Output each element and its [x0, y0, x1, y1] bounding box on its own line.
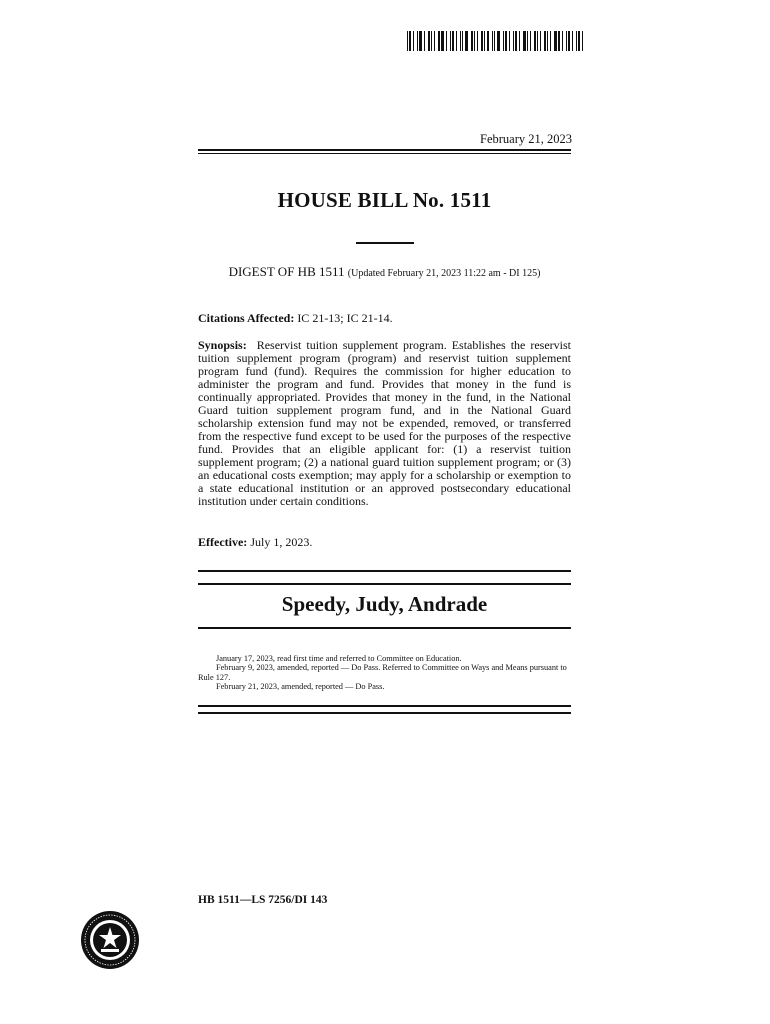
history-entry: January 17, 2023, read first time and referred to Committee on Education. — [216, 654, 462, 663]
effective-date — [198, 536, 571, 549]
barcode-bar — [497, 31, 500, 51]
barcode-bar — [441, 31, 444, 51]
barcode-bar — [509, 31, 510, 51]
authors-rule-top-2 — [198, 583, 571, 585]
barcode-bar — [547, 31, 548, 51]
barcode-bar — [515, 31, 517, 51]
barcode-bar — [460, 31, 461, 51]
bill-title: HOUSE BILL No. 1511 — [277, 188, 492, 212]
barcode-bar — [487, 31, 489, 51]
barcode-bar — [465, 31, 468, 51]
barcode-bar — [503, 31, 504, 51]
citations-text: IC 21-13; IC 21-14. — [297, 311, 393, 325]
barcode-bar — [558, 31, 560, 51]
barcode-bar — [554, 31, 557, 51]
barcode-bar — [471, 31, 473, 51]
header-rule-thin — [198, 153, 571, 154]
barcode-bar — [576, 31, 577, 51]
authors-rule-bottom — [198, 627, 571, 629]
barcode-bar — [540, 31, 541, 51]
barcode-bar — [505, 31, 507, 51]
bill-authors: Speedy, Judy, Andrade — [281, 592, 488, 616]
barcode-bar — [544, 31, 546, 51]
barcode-bar — [582, 31, 583, 51]
barcode-bar — [519, 31, 520, 51]
effective-text: July 1, 2023. — [250, 535, 313, 549]
barcode-bar — [513, 31, 514, 51]
synopsis — [198, 339, 571, 508]
footer-bill-id: HB 1511—LS 7256/DI 143 — [198, 894, 328, 906]
barcode-bar — [431, 31, 432, 51]
barcode-bar — [419, 31, 422, 51]
digest-main: DIGEST OF HB 1511 — [228, 264, 345, 279]
barcode-bar — [534, 31, 536, 51]
barcode-bar — [566, 31, 567, 51]
barcode-bar — [550, 31, 551, 51]
barcode-bar — [434, 31, 435, 51]
barcode-bar — [428, 31, 430, 51]
barcode-bar — [417, 31, 418, 51]
barcode-bar — [438, 31, 440, 51]
barcode-bar — [452, 31, 454, 51]
barcode-bar — [527, 31, 528, 51]
state-seal-icon — [80, 910, 140, 970]
authors-rule-top-1 — [198, 570, 571, 572]
barcode — [407, 31, 588, 51]
barcode-bar — [530, 31, 531, 51]
barcode-bar — [474, 31, 475, 51]
effective-label: Effective: — [198, 535, 248, 549]
title-divider — [356, 242, 414, 244]
barcode-bar — [562, 31, 563, 51]
barcode-bar — [407, 31, 408, 51]
citations-affected — [198, 312, 571, 325]
synopsis-text: Reservist tuition supplement program. Establishes the reservist tuition supplement program (program) and reservist tuition supplement program fund (fund). Requires the commission for higher education to administer the program and fund. Provides that money in the fund is continually appropriated. Provides that money in the fund, in the National Guard tuition supplement program fund, and in the National Guard scholarship extension fund may not be expended, removed, or transferred from the respective fund except to be used for the purposes of the respective fund. Provides that an eligible applicant for: (1) a reservist tuition supplement program; (2) a national guard tuition supplement program; or (3) an educational costs exemption; may apply for a scholarship or exemption to a state educational institution or an approved postsecondary educational institution under certain conditions. — [198, 338, 572, 508]
barcode-bar — [523, 31, 526, 51]
barcode-bar — [492, 31, 493, 51]
barcode-bar — [481, 31, 483, 51]
barcode-bar — [424, 31, 425, 51]
barcode-bar — [477, 31, 478, 51]
barcode-bar — [462, 31, 463, 51]
history-rule-1 — [198, 705, 571, 707]
barcode-bar — [413, 31, 414, 51]
barcode-bar — [446, 31, 447, 51]
barcode-bar — [568, 31, 570, 51]
barcode-bar — [456, 31, 457, 51]
barcode-bar — [409, 31, 411, 51]
synopsis-label: Synopsis: — [198, 338, 247, 352]
barcode-bar — [494, 31, 495, 51]
history-rule-2 — [198, 712, 571, 714]
barcode-bar — [578, 31, 580, 51]
history-entry: February 9, 2023, amended, reported — Do Pass. Referred to Committee on Ways and Means pursuant to Rule 127. — [198, 663, 567, 682]
digest-heading — [198, 264, 571, 280]
barcode-bar — [484, 31, 485, 51]
header-rule-thick — [198, 149, 571, 151]
barcode-bar — [537, 31, 538, 51]
digest-updated: (Updated February 21, 2023 11:22 am - DI 125) — [347, 268, 541, 279]
barcode-bar — [572, 31, 573, 51]
legislative-history — [198, 654, 571, 692]
document-date: February 21, 2023 — [480, 132, 572, 146]
barcode-bar — [450, 31, 451, 51]
history-entry: February 21, 2023, amended, reported — Do Pass. — [216, 682, 385, 692]
citations-label: Citations Affected: — [198, 311, 295, 325]
